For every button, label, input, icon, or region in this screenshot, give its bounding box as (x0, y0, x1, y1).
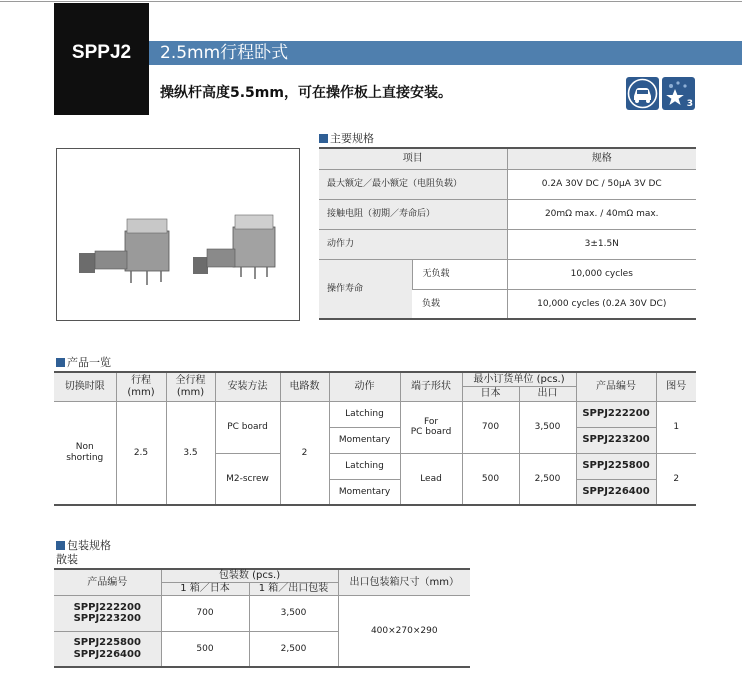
terminal-cell: For PC board (400, 401, 462, 453)
pack-export-cell: 2,500 (249, 631, 338, 667)
spec-life-label: 操作寿命 (319, 259, 412, 319)
star-level-icon (662, 77, 695, 110)
total-travel-cell: 3.5 (166, 401, 215, 505)
spec-value: 10,000 cycles (0.2A 30V DC) (507, 289, 696, 319)
drawing-cell: 1 (656, 401, 696, 453)
col-switching: 切换时限 (54, 372, 116, 401)
col-part-no: 产品编号 (576, 372, 656, 401)
mounting-cell: PC board (215, 401, 280, 453)
drawing-cell: 2 (656, 453, 696, 505)
pack-jp-cell: 500 (161, 631, 249, 667)
car-icon (626, 77, 659, 110)
col-drawing: 图号 (656, 372, 696, 401)
packaging-section-title: 包装规格 (56, 537, 111, 553)
col-circuits: 电路数 (280, 372, 329, 401)
star-level-number: 3 (686, 99, 693, 109)
pack-col-carton: 出口包装箱尺寸（mm） (338, 569, 470, 595)
pack-col-part-no: 产品编号 (54, 569, 161, 595)
spec-label: 最大额定／最小额定（电阻负载） (319, 169, 507, 199)
col-action: 动作 (329, 372, 400, 401)
action-cell: Latching (329, 453, 400, 479)
spec-value: 3±1.5N (507, 229, 696, 259)
terminal-cell: Lead (400, 453, 462, 505)
pack-export-cell: 3,500 (249, 595, 338, 631)
spec-life-sub: 负载 (412, 289, 507, 319)
spec-head-spec: 规格 (507, 148, 696, 169)
switch-illustration-left (79, 219, 169, 285)
pack-col-export: 1 箱／出口包装 (249, 582, 338, 595)
switching-cell: Non shorting (54, 401, 116, 505)
japan-qty-cell: 700 (462, 401, 519, 453)
product-table (54, 371, 696, 506)
col-min-order: 最小订货单位 (pcs.) (462, 372, 576, 386)
spec-head-item: 项目 (319, 148, 507, 169)
bulk-label: 散装 (56, 553, 78, 566)
spec-label: 动作力 (319, 229, 507, 259)
col-japan: 日本 (462, 386, 519, 401)
switch-illustration-right (193, 215, 275, 279)
action-cell: Momentary (329, 427, 400, 453)
col-travel: 行程 (mm) (116, 372, 166, 401)
col-export: 出口 (519, 386, 576, 401)
spec-value: 20mΩ max. / 40mΩ max. (507, 199, 696, 229)
part-number-cell: SPPJ223200 (576, 427, 656, 453)
part-number-cell: SPPJ222200 (576, 401, 656, 427)
series-title: 2.5mm行程卧式 (160, 43, 289, 63)
pack-col-jp: 1 箱／日本 (161, 582, 249, 595)
top-rule (0, 1, 742, 2)
spec-table (319, 147, 696, 320)
product-photo (56, 148, 300, 321)
col-mounting: 安装方法 (215, 372, 280, 401)
part-number-cell: SPPJ226400 (576, 479, 656, 505)
spec-life-sub: 无负载 (412, 259, 507, 289)
part-number-cell: SPPJ225800 (576, 453, 656, 479)
action-cell: Latching (329, 401, 400, 427)
products-section-title: 产品一览 (56, 354, 111, 370)
model-code: SPPJ2 (71, 42, 132, 63)
japan-qty-cell: 500 (462, 453, 519, 505)
spec-value: 0.2A 30V DC / 50μA 3V DC (507, 169, 696, 199)
pack-jp-cell: 700 (161, 595, 249, 631)
export-qty-cell: 3,500 (519, 401, 576, 453)
travel-cell: 2.5 (116, 401, 166, 505)
headline: 操纵杆高度5.5mm，可在操作板上直接安装。 (160, 85, 452, 101)
pack-part-cell: SPPJ225800 SPPJ226400 (54, 631, 161, 667)
spec-section-title: 主要规格 (319, 130, 374, 146)
packaging-table (54, 568, 470, 668)
col-terminal: 端子形状 (400, 372, 462, 401)
spec-value: 10,000 cycles (507, 259, 696, 289)
pack-part-cell: SPPJ222200 SPPJ223200 (54, 595, 161, 631)
col-total-travel: 全行程 (mm) (166, 372, 215, 401)
spec-label: 接触电阻（初期／寿命后） (319, 199, 507, 229)
action-cell: Momentary (329, 479, 400, 505)
carton-size-cell: 400×270×290 (338, 595, 470, 667)
pack-col-qty: 包装数 (pcs.) (161, 569, 338, 582)
export-qty-cell: 2,500 (519, 453, 576, 505)
circuits-cell: 2 (280, 401, 329, 505)
mounting-cell: M2-screw (215, 453, 280, 505)
